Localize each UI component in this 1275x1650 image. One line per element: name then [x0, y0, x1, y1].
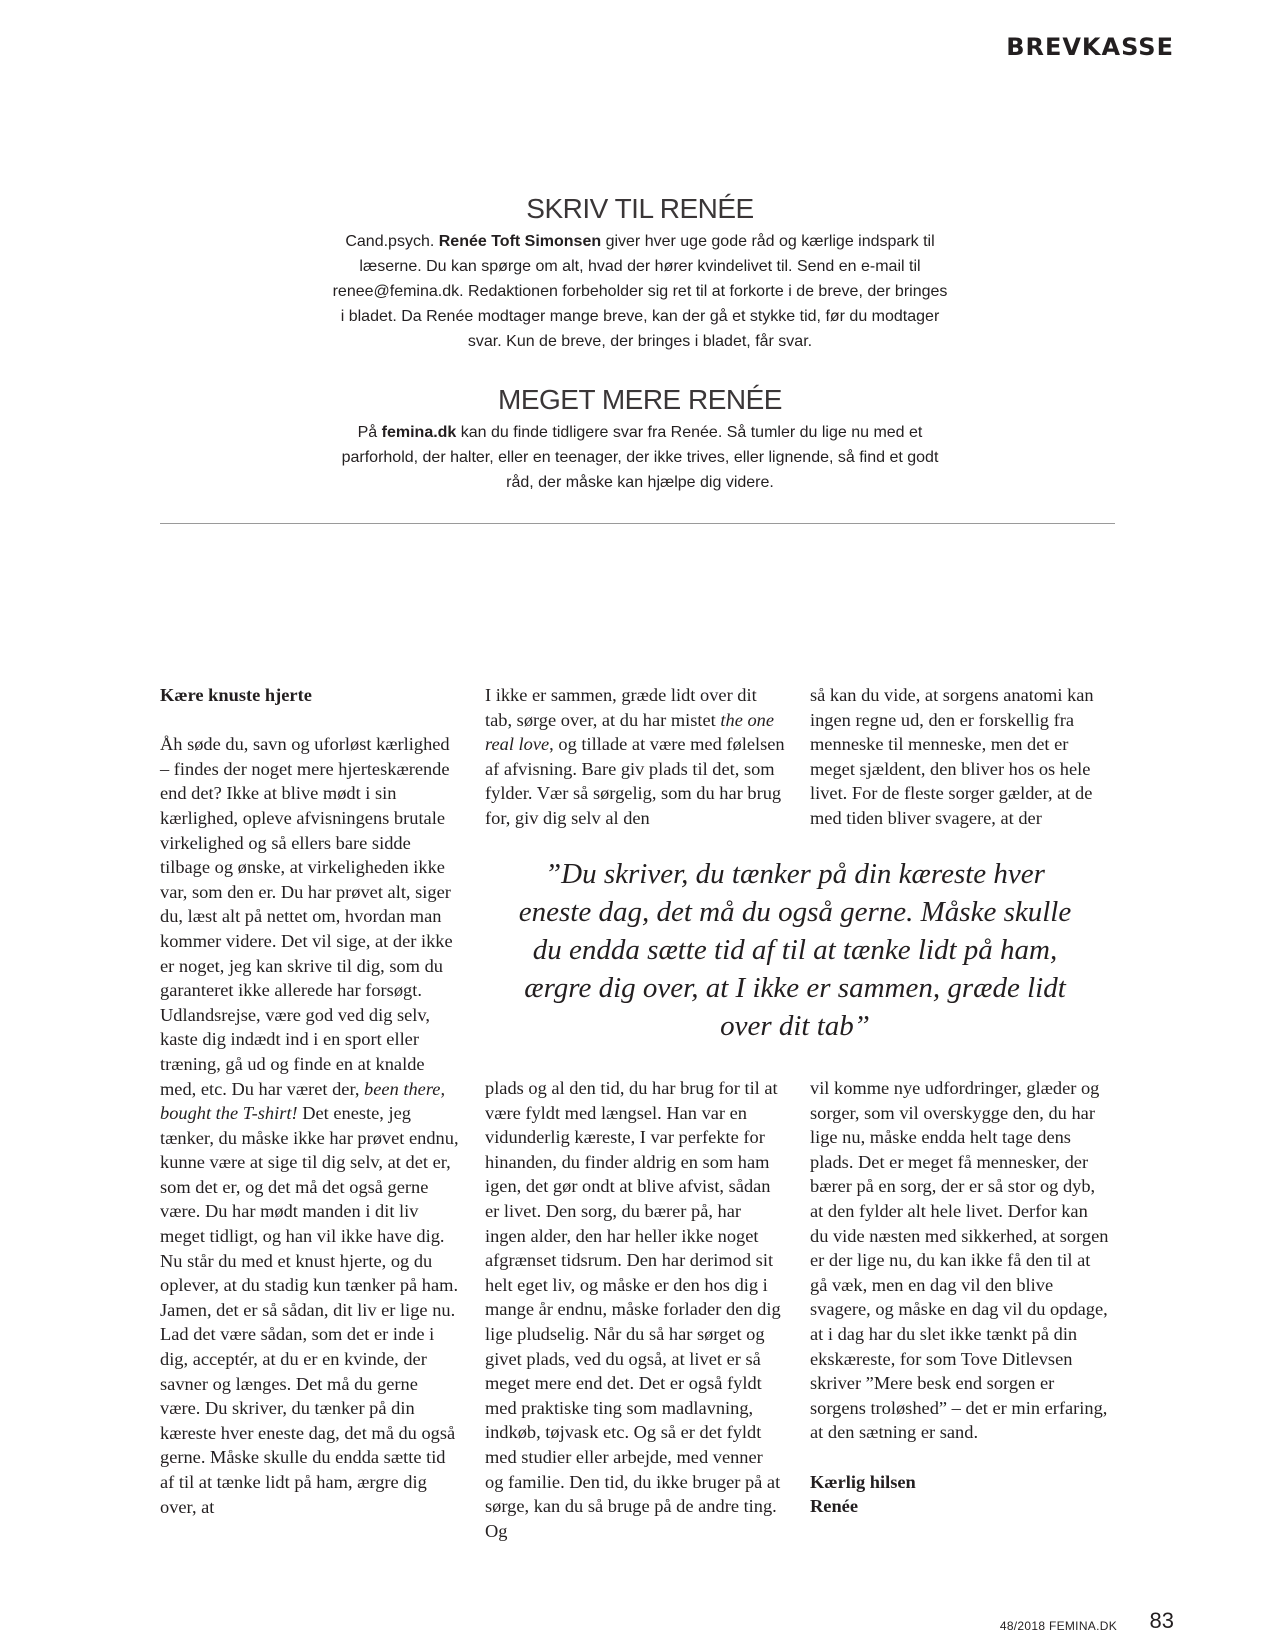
write-to-renee-box — [330, 193, 950, 354]
intro-body: giver hver uge gode råd og kærlige indspark til læserne. Du kan spørge om alt, hvad der hører kvindelivet til. Send en e-mail til renee@femina.dk. Redaktionen forbeholder sig ret til at forkorte i de breve, der bringes i bladet. Da Renée modtager mange breve, kan der gå et stykke tid, før du modtager svar. Kun de breve, der bringes i bladet, får svar. — [332, 233, 948, 350]
more-renee-text — [330, 420, 950, 495]
sign-off-line-1: Kærlig hilsen — [810, 1471, 916, 1492]
write-to-renee-title: SKRIV TIL RENÉE — [526, 193, 754, 224]
letter-body-2-bottom: plads og al den tid, du har brug for til at være fyldt med længsel. Han var en vidunderlig kæreste, I var perfekte for hinanden, du finder aldrig en som ham igen, det gør ondt at blive afvist, sådan er livet. Den sorg, du bærer på, har ingen alder, den har heller ikke noget afgrænset tidsrum. Den har derimod sit helt eget liv, og måske er den hos dig i mange år endnu, måske forlader den dig lige pludselig. Når du så har sørget og givet plads, ved du også, at livet er så meget mere end det. Det er også fyldt med praktiske ting som madlavning, indkøb, tøjvask etc. Og så er det fyldt med studier eller arbejde, med venner og familie. Den tid, du ikke bruger på at sørge, kan du så bruge på de andre ting. Og — [485, 1078, 781, 1541]
letter-column-3-top — [810, 683, 1110, 831]
letter-body-2-top — [485, 683, 785, 831]
letter-column-1 — [160, 683, 460, 1519]
letter-text-1a: Åh søde du, savn og uforløst kærlighed – findes der noget mere hjerteskærende end det? Ikke at blive mødt i sin kærlighed, opleve afvisningens brutale virkelighed og så ellers bare sidde tilbage og ønske, at virkeligheden ikke var, som den er. Du har prøvet alt, siger du, læst alt på nettet om, hvordan man kommer videre. Det vil sige, at der ikke er noget, jeg kan skrive til dig, som du garanteret ikke allerede har forsøgt. Udlandsrejse, være god ved dig selv, kaste dig indædt ind i en sport eller træning, gå ud og finde en at knalde med, etc. Du har været der, — [160, 734, 453, 1099]
letter-column-2-bottom — [485, 1076, 785, 1543]
more-body: kan du finde tidligere svar fra Renée. Så tumler du lige nu med et parforhold, der halter, eller en teenager, der ikke trives, eller lignende, så find et godt råd, der måske kan hjælpe dig videre. — [341, 424, 939, 491]
letter-greeting: Kære knuste hjerte — [160, 685, 312, 705]
more-prefix: På — [357, 424, 382, 441]
footer-issue: 48/2018 FEMINA.DK — [999, 1619, 1117, 1633]
more-renee-box — [330, 384, 950, 495]
more-renee-title: MEGET MERE RENÉE — [498, 384, 782, 415]
site-name: femina.dk — [381, 424, 457, 441]
divider — [160, 523, 1115, 524]
letter-column-2-top — [485, 683, 785, 831]
letter-sign-off — [810, 1470, 1110, 1519]
intro-prefix: Cand.psych. — [345, 233, 439, 250]
letter-body-1 — [160, 732, 460, 1519]
letter-body-3-bottom: vil komme nye udfordringer, glæder og sorger, som vil overskygge den, du har lige nu, måske endda helt tage dens plads. Det er meget få mennesker, der bærer på en sorg, der er så stor og dyb, at den fylder alt hele livet. Derfor kan du vide næsten med sikkerhed, at sorgen er der lige nu, du kan ikke få den til at gå væk, men en dag vil den blive svagere, og måske en dag vil du opdage, at i dag har du slet ikke tænkt på din ekskæreste, for som Tove Ditlevsen skriver ”Mere besk end sorgen er sorgens troløshed” – det er min erfaring, at den sætning er sand. — [810, 1078, 1109, 1443]
sign-off-line-2: Renée — [810, 1496, 858, 1517]
letter-text-2a: I ikke er sammen, græde lidt over dit tab, sørge over, at du har mistet — [485, 685, 757, 730]
section-label: BREVKASSE — [1006, 33, 1174, 61]
write-to-renee-text — [330, 229, 950, 354]
pull-quote: ”Du skriver, du tænker på din kæreste hver eneste dag, det må du også gerne. Måske skulle du endda sætte tid af til at tænke lidt på ham, ærgre dig over, at I ikke er sammen, græde lidt over dit tab” — [518, 858, 1072, 1042]
letter-text-2b: , og tillade at være med følelsen af afvisning. Bare giv plads til det, som fylder. Vær så sørgelig, som du har brug for, giv dig selv al den — [485, 734, 785, 828]
letter-body-3-top: så kan du vide, at sorgens anatomi kan ingen regne ud, den er forskellig fra menneske til menneske, men det er meget sjældent, den bliver hos os hele livet. For de fleste sorger gælder, at de med tiden bliver svagere, at der — [810, 685, 1094, 828]
letter-italic-2: the one real love — [485, 709, 775, 755]
letter-column-3-bottom — [810, 1076, 1110, 1519]
page-number: 83 — [1149, 1608, 1174, 1633]
author-name: Renée Toft Simonsen — [438, 233, 602, 250]
letter-text-1b: Det eneste, jeg tænker, du måske ikke har prøvet endnu, kunne være at sige til dig selv, at det er, som det er, og det må det også gerne være. Du har mødt manden i dit liv meget tidligt, og han vil ikke have dig. Nu står du med et knust hjerte, og du oplever, at du stadig kun tænker på ham. Jamen, det er så sådan, dit liv er lige nu. Lad det være sådan, som det er inde i dig, acceptér, at du er en kvinde, der savner og længes. Det må du gerne være. Du skriver, du tænker på din kæreste hver eneste dag, det må du også gerne. Måske skulle du endda sætte tid af til at tænke lidt på ham, ærgre dig over, at — [160, 1103, 459, 1517]
letter-italic-1: been there, bought the T-shirt! — [160, 1078, 446, 1124]
